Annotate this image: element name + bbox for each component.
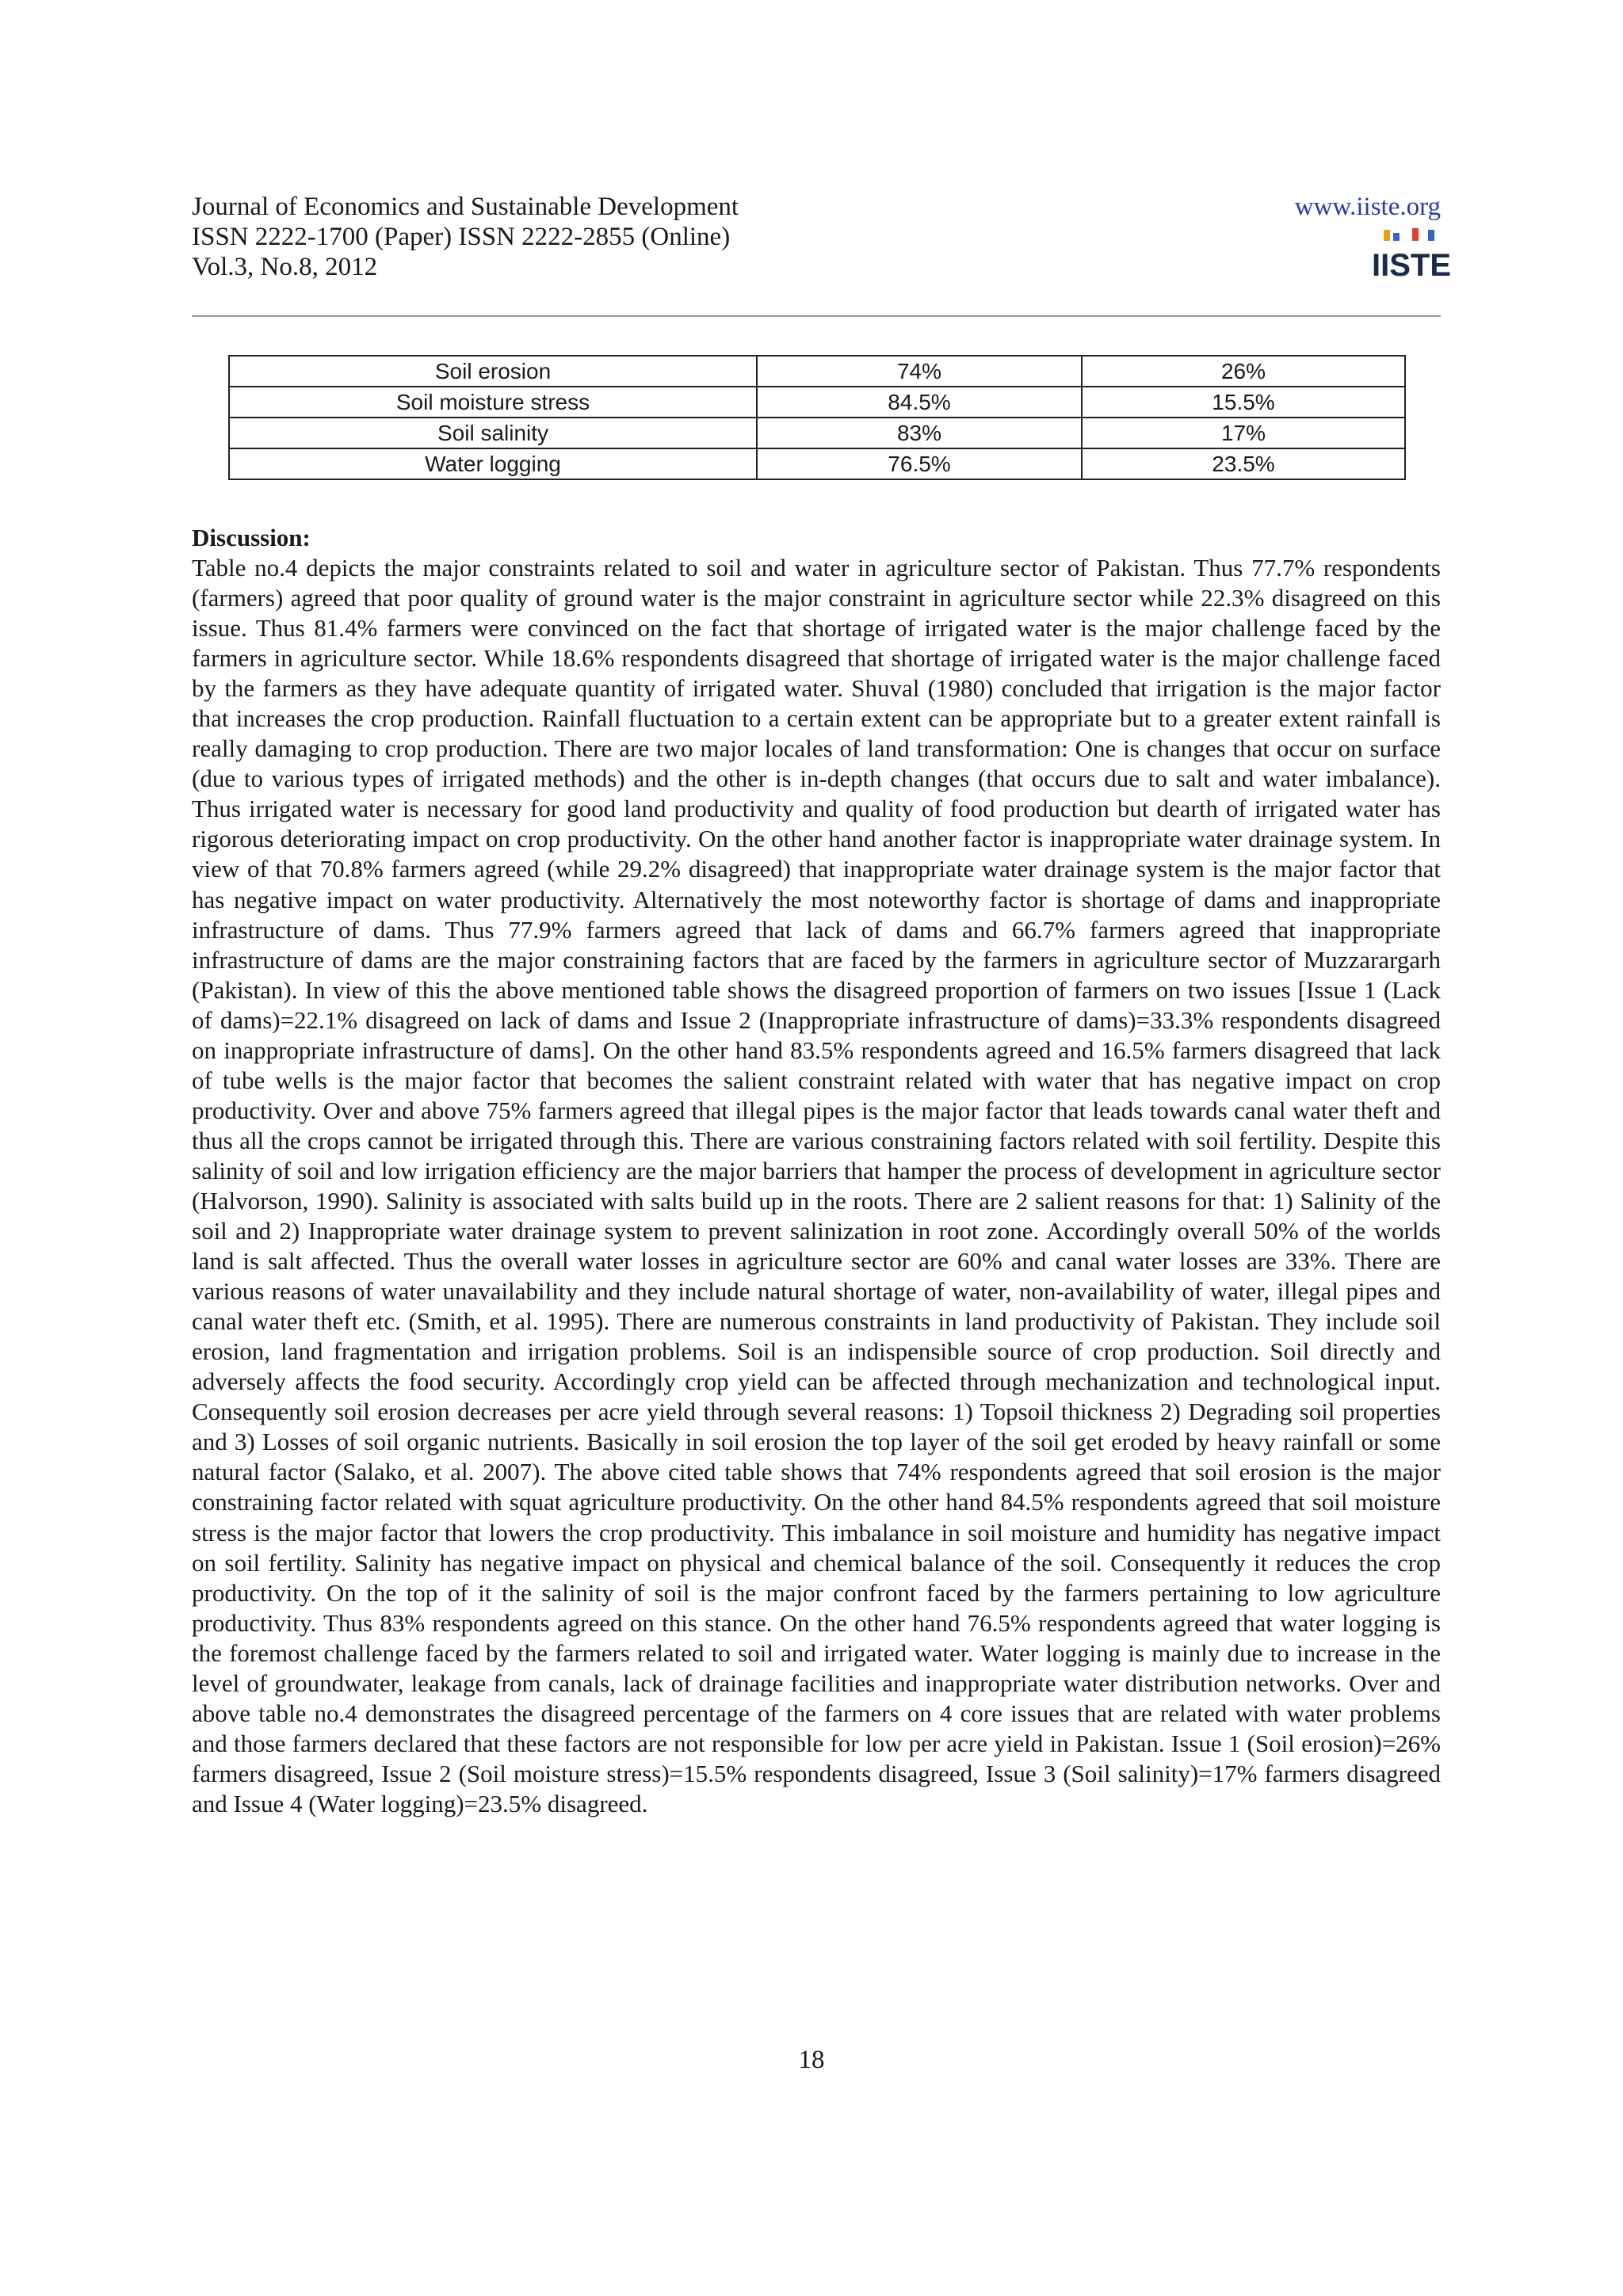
table-cell: Soil moisture stress <box>229 387 757 418</box>
header-rule <box>192 315 1441 317</box>
page-number: 18 <box>798 2046 825 2074</box>
table-cell: 84.5% <box>757 387 1082 418</box>
logo-text: IISTE <box>1371 248 1452 283</box>
table-cell: 74% <box>757 356 1082 387</box>
table-row <box>229 387 1405 418</box>
volume-line: Vol.3, No.8, 2012 <box>192 253 378 281</box>
table-row <box>229 356 1405 387</box>
issn-line: ISSN 2222-1700 (Paper) ISSN 2222-2855 (Online) <box>192 223 731 251</box>
journal-title: Journal of Economics and Sustainable Development <box>192 193 739 221</box>
journal-info <box>192 192 739 282</box>
constraints-table <box>228 355 1406 480</box>
table-cell: 23.5% <box>1082 448 1405 479</box>
page-header <box>192 192 1452 326</box>
table-cell: 17% <box>1082 418 1405 448</box>
discussion-heading: Discussion: <box>192 524 311 551</box>
table-row <box>229 418 1405 448</box>
table-cell: 15.5% <box>1082 387 1405 418</box>
iiste-logo <box>1371 227 1452 283</box>
website-link[interactable]: www.iiste.org <box>1294 193 1441 221</box>
table-cell: 83% <box>757 418 1082 448</box>
discussion-body: Table no.4 depicts the major constraints related to soil and water in agriculture sector of Pakistan. Thus 77.7% respondents (farmers) agreed that poor quality of ground water is the major constraint in agriculture sector while 22.3% disagreed on this issue. Thus 81.4% farmers were convinced on the fact that shortage of irrigated water is the major challenge faced by the farmers in agriculture sector. While 18.6% respondents disagreed that shortage of irrigated water is the major challenge faced by the farmers as they have adequate quantity of irrigated water. Shuval (1980) concluded that irrigation is the major factor that increases the crop production. Rainfall fluctuation to a certain extent can be appropriate but to a greater extent rainfall is really damaging to crop production. There are two major locales of land transformation: One is changes that occur on surface (due to various types of irrigated methods) and the other is in-depth changes (that occurs due to salt and water imbalance). Thus irrigated water is necessary for good land productivity and quality of food production but dearth of irrigated water has rigorous deteriorating impact on crop productivity. On the other hand another factor is inappropriate water drainage system. In view of that 70.8% farmers agreed (while 29.2% disagreed) that inappropriate water drainage system is the major factor that has negative impact on water productivity. Alternatively the most noteworthy factor is shortage of dams and inappropriate infrastructure of dams. Thus 77.9% farmers agreed that lack of dams and 66.7% farmers agreed that inappropriate infrastructure of dams are the major constraining factors that are faced by the farmers in agriculture sector of Muzzarargarh (Pakistan). In view of this the above mentioned table shows the disagreed proportion of farmers on two issues [Issue 1 (Lack of dams)=22.1% disagreed on lack of dams and Issue 2 (Inappropriate infrastructure of dams)=33.3% respondents disagreed on inappropriate infrastructure of dams]. On the other hand 83.5% respondents agreed and 16.5% farmers disagreed that lack of tube wells is the major factor that becomes the salient constraint related with water that has negative impact on crop productivity. Over and above 75% farmers agreed that illegal pipes is the major factor that leads towards canal water theft and thus all the crops cannot be irrigated through this. There are various constraining factors related with soil fertility. Despite this salinity of soil and low irrigation efficiency are the major barriers that hamper the process of development in agriculture sector (Halvorson, 1990). Salinity is associated with salts build up in the roots. There are 2 salient reasons for that: 1) Salinity of the soil and 2) Inappropriate water drainage system to prevent salinization in root zone. Accordingly overall 50% of the worlds land is salt affected. Thus the overall water losses in agriculture sector are 60% and canal water losses are 33%. There are various reasons of water unavailability and they include natural shortage of water, non-availability of water, illegal pipes and canal water theft etc. (Smith, et al. 1995). There are numerous constraints in land productivity of Pakistan. They include soil erosion, land fragmentation and irrigation problems. Soil is an indispensible source of crop production. Soil directly and adversely affects the food security. Accordingly crop yield can be affected through mechanization and technological input. Consequently soil erosion decreases per acre yield through several reasons: 1) Topsoil thickness 2) Degrading soil properties and 3) Losses of soil organic nutrients. Basically in soil erosion the top layer of the soil get eroded by heavy rainfall or some natural factor (Salako, et al. 2007). The above cited table shows that 74% respondents agreed that soil erosion is the major constraining factor related with squat agriculture productivity. On the other hand 84.5% respondents agreed that soil moisture stress is the major factor that lowers the crop productivity. This imbalance in soil moisture and humidity has negative impact on soil fertility. Salinity has negative impact on physical and chemical balance of the soil. Consequently it reduces the crop productivity. On the top of it the salinity of soil is the major confront faced by the farmers pertaining to low agriculture productivity. Thus 83% respondents agreed on this stance. On the other hand 76.5% respondents agreed that water logging is the foremost challenge faced by the farmers related to soil and irrigated water. Water logging is mainly due to increase in the level of groundwater, leakage from canals, lack of drainage facilities and inappropriate water distribution networks. Over and above table no.4 demonstrates the disagreed percentage of the farmers on 4 core issues that are related with water problems and those farmers declared that these factors are not responsible for low per acre yield in Pakistan. Issue 1 (Soil erosion)=26% farmers disagreed, Issue 2 (Soil moisture stress)=15.5% respondents disagreed, Issue 3 (Soil salinity)=17% farmers disagreed and Issue 4 (Water logging)=23.5% disagreed. <box>192 554 1441 1817</box>
discussion-section <box>192 523 1441 1819</box>
table-cell: Soil erosion <box>229 356 757 387</box>
table-cell: Soil salinity <box>229 418 757 448</box>
table-cell: 26% <box>1082 356 1405 387</box>
table-row <box>229 448 1405 479</box>
table-cell: Water logging <box>229 448 757 479</box>
table-cell: 76.5% <box>757 448 1082 479</box>
